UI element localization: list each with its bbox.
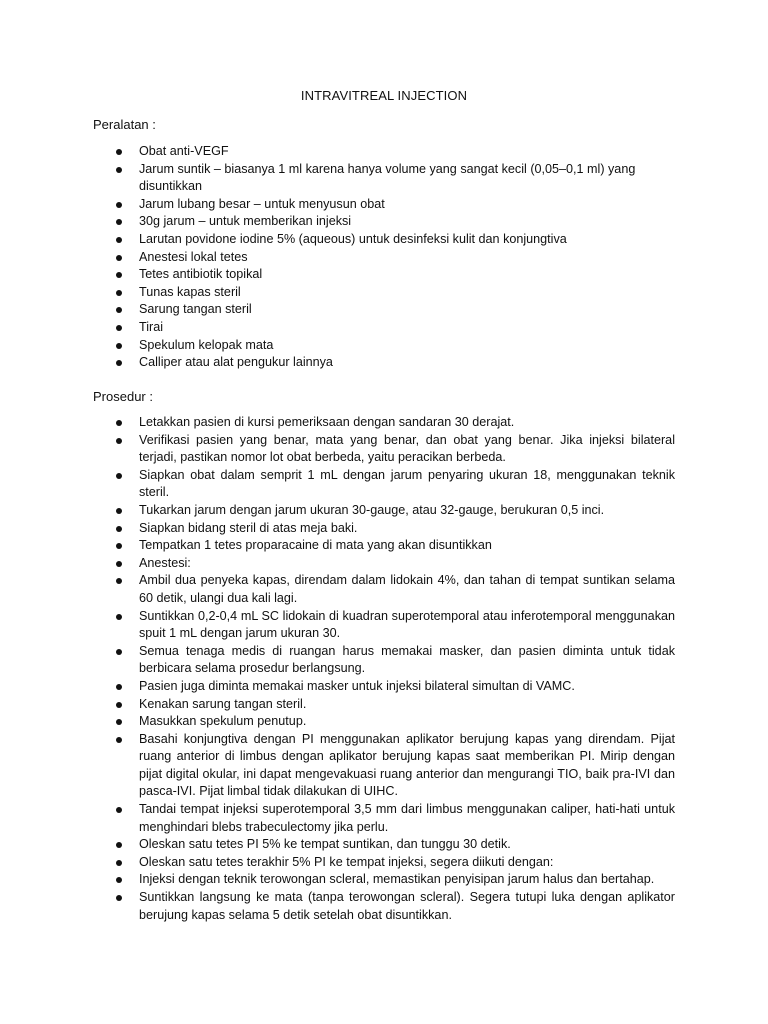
bullet-icon [116,290,122,296]
list-item [110,266,675,284]
list-item [110,213,675,231]
list-item [110,889,675,924]
bullet-icon [116,702,122,708]
bullet-icon [116,473,122,479]
list-item [110,871,675,889]
peralatan-list [110,143,675,372]
list-item [110,836,675,854]
bullet-icon [116,438,122,444]
bullet-icon [116,614,122,620]
list-item-text: Tirai [139,319,164,334]
list-item-text: Tempatkan 1 tetes proparacaine di mata yang akan disuntikkan [139,538,492,553]
bullet-icon [116,895,122,901]
bullet-icon [116,219,122,225]
list-item [110,696,675,714]
prosedur-list [110,414,675,924]
list-item-text: Oleskan satu tetes terakhir 5% PI ke tempat injeksi, segera diikuti dengan: [139,854,554,869]
bullet-icon [116,202,122,208]
bullet-icon [116,684,122,690]
list-item [110,337,675,355]
list-item-text: Obat anti-VEGF [139,144,229,158]
prosedur-heading: Prosedur : [93,389,153,404]
bullet-icon [116,877,122,883]
list-item [110,414,675,432]
list-item [110,284,675,302]
list-item-text: Letakkan pasien di kursi pemeriksaan dengan sandaran 30 derajat. [139,415,515,429]
list-item-text: Sarung tangan steril [139,302,252,317]
list-item [110,854,675,872]
bullet-icon [116,149,122,155]
bullet-icon [116,343,122,349]
list-item [110,572,675,607]
bullet-icon [116,272,122,278]
list-item [110,555,675,573]
bullet-icon [116,719,122,725]
bullet-icon [116,167,122,173]
bullet-icon [116,649,122,655]
list-item [110,502,675,520]
list-item [110,301,675,319]
list-item-text: Jarum lubang besar – untuk menyusun obat [139,196,385,211]
list-item-text: Suntikkan langsung ke mata (tanpa terowongan scleral). Segera tutupi luka dengan aplikator berujung kapas selama 5 detik setelah obat disuntikkan. [139,890,675,922]
list-item [110,354,675,372]
list-item [110,161,675,196]
bullet-icon [116,255,122,261]
list-item [110,231,675,249]
list-item-text: Calliper atau alat pengukur lainnya [139,355,333,370]
bullet-icon [116,360,122,366]
list-item [110,643,675,678]
bullet-icon [116,526,122,532]
list-item-text: Tunas kapas steril [139,284,241,299]
bullet-icon [116,237,122,243]
list-item [110,467,675,502]
list-item-text: Tandai tempat injeksi superotemporal 3,5 mm dari limbus menggunakan caliper, hati-hati untuk menghindari blebs trabeculectomy jika perlu. [139,802,675,834]
list-item-text: Oleskan satu tetes PI 5% ke tempat suntikan, dan tunggu 30 detik. [139,837,511,852]
list-item [110,537,675,555]
list-item [110,678,675,696]
list-item-text: Suntikkan 0,2-0,4 mL SC lidokain di kuadran superotemporal atau inferotemporal menggunakan spuit 1 mL dengan jarum ukuran 30. [139,608,675,641]
list-item-text: Kenakan sarung tangan steril. [139,696,307,711]
bullet-icon [116,737,122,743]
bullet-icon [116,842,122,848]
bullet-icon [116,578,122,584]
list-item-text: Pasien juga diminta memakai masker untuk injeksi bilateral simultan di VAMC. [139,678,575,693]
document-title: INTRAVITREAL INJECTION [300,88,468,103]
list-item-text: Injeksi dengan teknik terowongan scleral, memastikan penyisipan jarum halus dan bertahap. [139,872,655,887]
bullet-icon [116,307,122,313]
list-item-text: Ambil dua penyeka kapas, direndam dalam lidokain 4%, dan tahan di tempat suntikan selama 60 detik, ulangi dua kali lagi. [139,573,675,605]
bullet-icon [116,561,122,567]
list-item-text: Anestesi lokal tetes [139,249,248,264]
list-item-text: Jarum suntik – biasanya 1 ml karena hanya volume yang sangat kecil (0,05–0,1 ml) yang disuntikkan [139,161,636,194]
list-item-text: 30g jarum – untuk memberikan injeksi [139,214,352,229]
list-item [110,196,675,214]
peralatan-heading: Peralatan : [93,117,156,132]
list-item [110,801,675,836]
list-item-text: Semua tenaga medis di ruangan harus memakai masker, dan pasien diminta untuk tidak berbicara selama prosedur berlangsung. [139,643,675,676]
list-item-text: Tukarkan jarum dengan jarum ukuran 30-gauge, atau 32-gauge, berukuran 0,5 inci. [139,502,605,517]
list-item [110,249,675,267]
list-item-text: Siapkan bidang steril di atas meja baki. [139,520,358,535]
list-item-text: Larutan povidone iodine 5% (aqueous) untuk desinfeksi kulit dan konjungtiva [139,231,567,246]
list-item-text: Verifikasi pasien yang benar, mata yang benar, dan obat yang benar. Jika injeksi bilateral terjadi, pastikan nomor lot obat berbeda, yaitu peracikan berbeda. [139,432,675,465]
bullet-icon [116,420,122,426]
list-item [110,143,675,161]
list-item-text: Tetes antibiotik topikal [139,267,263,282]
list-item [110,432,675,467]
list-item-text: Spekulum kelopak mata [139,337,274,352]
bullet-icon [116,543,122,549]
list-item [110,608,675,643]
bullet-icon [116,860,122,866]
bullet-icon [116,508,122,514]
list-item-text: Masukkan spekulum penutup. [139,714,307,729]
list-item-text: Siapkan obat dalam semprit 1 mL dengan jarum penyaring ukuran 18, menggunakan teknik steril. [139,467,675,500]
list-item [110,319,675,337]
list-item-text: Anestesi: [139,555,191,570]
list-item [110,731,675,801]
list-item [110,713,675,731]
bullet-icon [116,325,122,331]
bullet-icon [116,807,122,813]
list-item-text: Basahi konjungtiva dengan PI menggunakan aplikator berujung kapas yang direndam. Pijat ruang anterior di limbus dengan aplikator berujung kapas saat memberikan PI. Mirip dengan pijat digital okular, ini dapat mengevakuasi ruang anterior dan mengurangi TIO, baik pra-IVI dan pasca-IVI. Pijat limbal tidak dilakukan di UIHC. [139,731,675,799]
list-item [110,520,675,538]
